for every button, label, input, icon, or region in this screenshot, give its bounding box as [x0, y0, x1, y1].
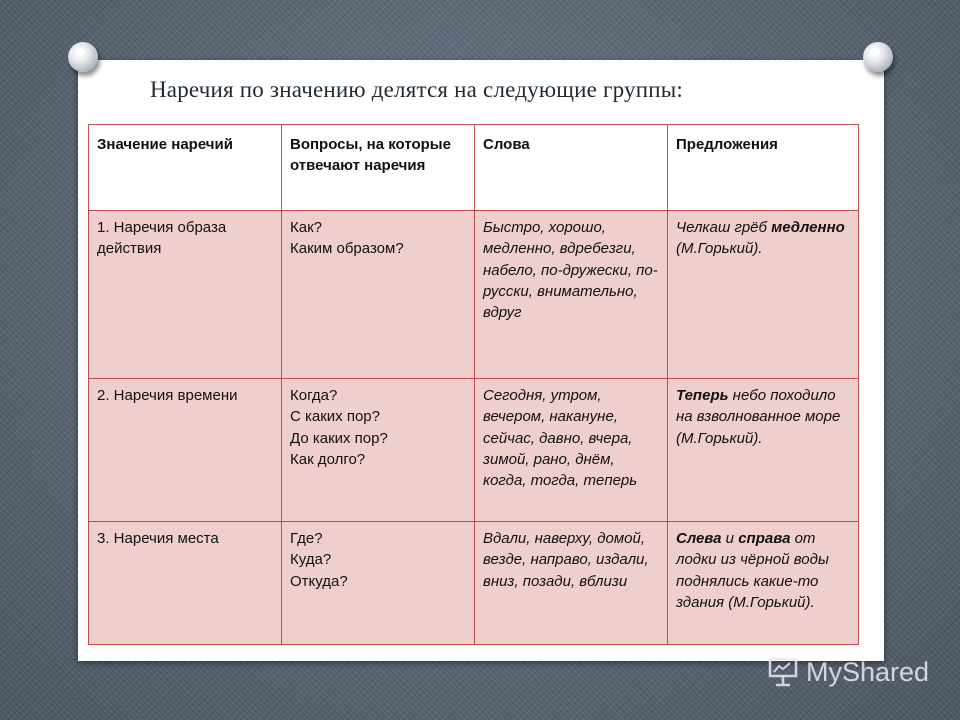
cell-sentence	[668, 522, 859, 645]
sentence-fragment: Челкаш грёб	[676, 219, 772, 236]
cell-meaning: 1. Наречия образа действия	[89, 211, 282, 379]
watermark	[766, 652, 929, 692]
cell-words: Сегодня, утром, вечером, накануне, сейчас, давно, вчера, зимой, рано, днём, когда, тогда, теперь	[475, 379, 668, 522]
cell-words: Вдали, наверху, домой, везде, направо, издали, вниз, позади, вблизи	[475, 522, 668, 645]
question-text: До каких пор?	[290, 429, 388, 447]
sentence-adverb: медленно	[771, 219, 845, 236]
question-text: С каких пор?	[290, 408, 380, 426]
table-row	[89, 522, 859, 645]
sentence-adverb: Слева	[676, 530, 722, 547]
cell-meaning: 3. Наречия места	[89, 522, 282, 645]
table-row	[89, 379, 859, 522]
question-text: Откуда?	[290, 572, 348, 590]
sentence-fragment: небо походило на взволнованное море (М.Горький).	[676, 387, 841, 447]
adverbs-table	[88, 124, 859, 645]
question-text: Каким образом?	[290, 240, 404, 258]
pushpin-icon	[863, 42, 893, 72]
question-text: Куда?	[290, 551, 332, 569]
sentence-fragment: и	[721, 530, 739, 547]
question-text: Где?	[290, 530, 323, 547]
cell-sentence	[668, 379, 859, 522]
question-text: Как долго?	[290, 450, 366, 468]
pushpin-icon	[68, 42, 98, 72]
table-header-row	[89, 125, 859, 211]
sentence-adverb: Теперь	[676, 387, 729, 404]
header-meaning: Значение наречий	[89, 125, 282, 211]
cell-questions	[282, 522, 475, 645]
header-sentences: Предложения	[668, 125, 859, 211]
header-questions: Вопросы, на которые отвечают наречия	[282, 125, 475, 211]
presentation-board-icon	[766, 655, 800, 689]
question-text: Как?	[290, 219, 322, 236]
slide-title: Наречия по значению делятся на следующие группы:	[150, 77, 683, 102]
watermark-text: MyShared	[806, 656, 930, 687]
cell-meaning: 2. Наречия времени	[89, 379, 282, 522]
cell-questions	[282, 379, 475, 522]
table-row	[89, 211, 859, 379]
sentence-fragment: от лодки из чёрной воды поднялись какие-то здания (М.Горький).	[676, 530, 829, 611]
header-words: Слова	[475, 125, 668, 211]
cell-sentence	[668, 211, 859, 379]
cell-words: Быстро, хорошо, медленно, вдребезги, набело, по-дружески, по-русски, внимательно, вдруг	[475, 211, 668, 379]
question-text: Когда?	[290, 387, 338, 404]
sentence-fragment: (М.Горький).	[676, 240, 763, 258]
sentence-adverb: справа	[738, 530, 791, 547]
cell-questions	[282, 211, 475, 379]
